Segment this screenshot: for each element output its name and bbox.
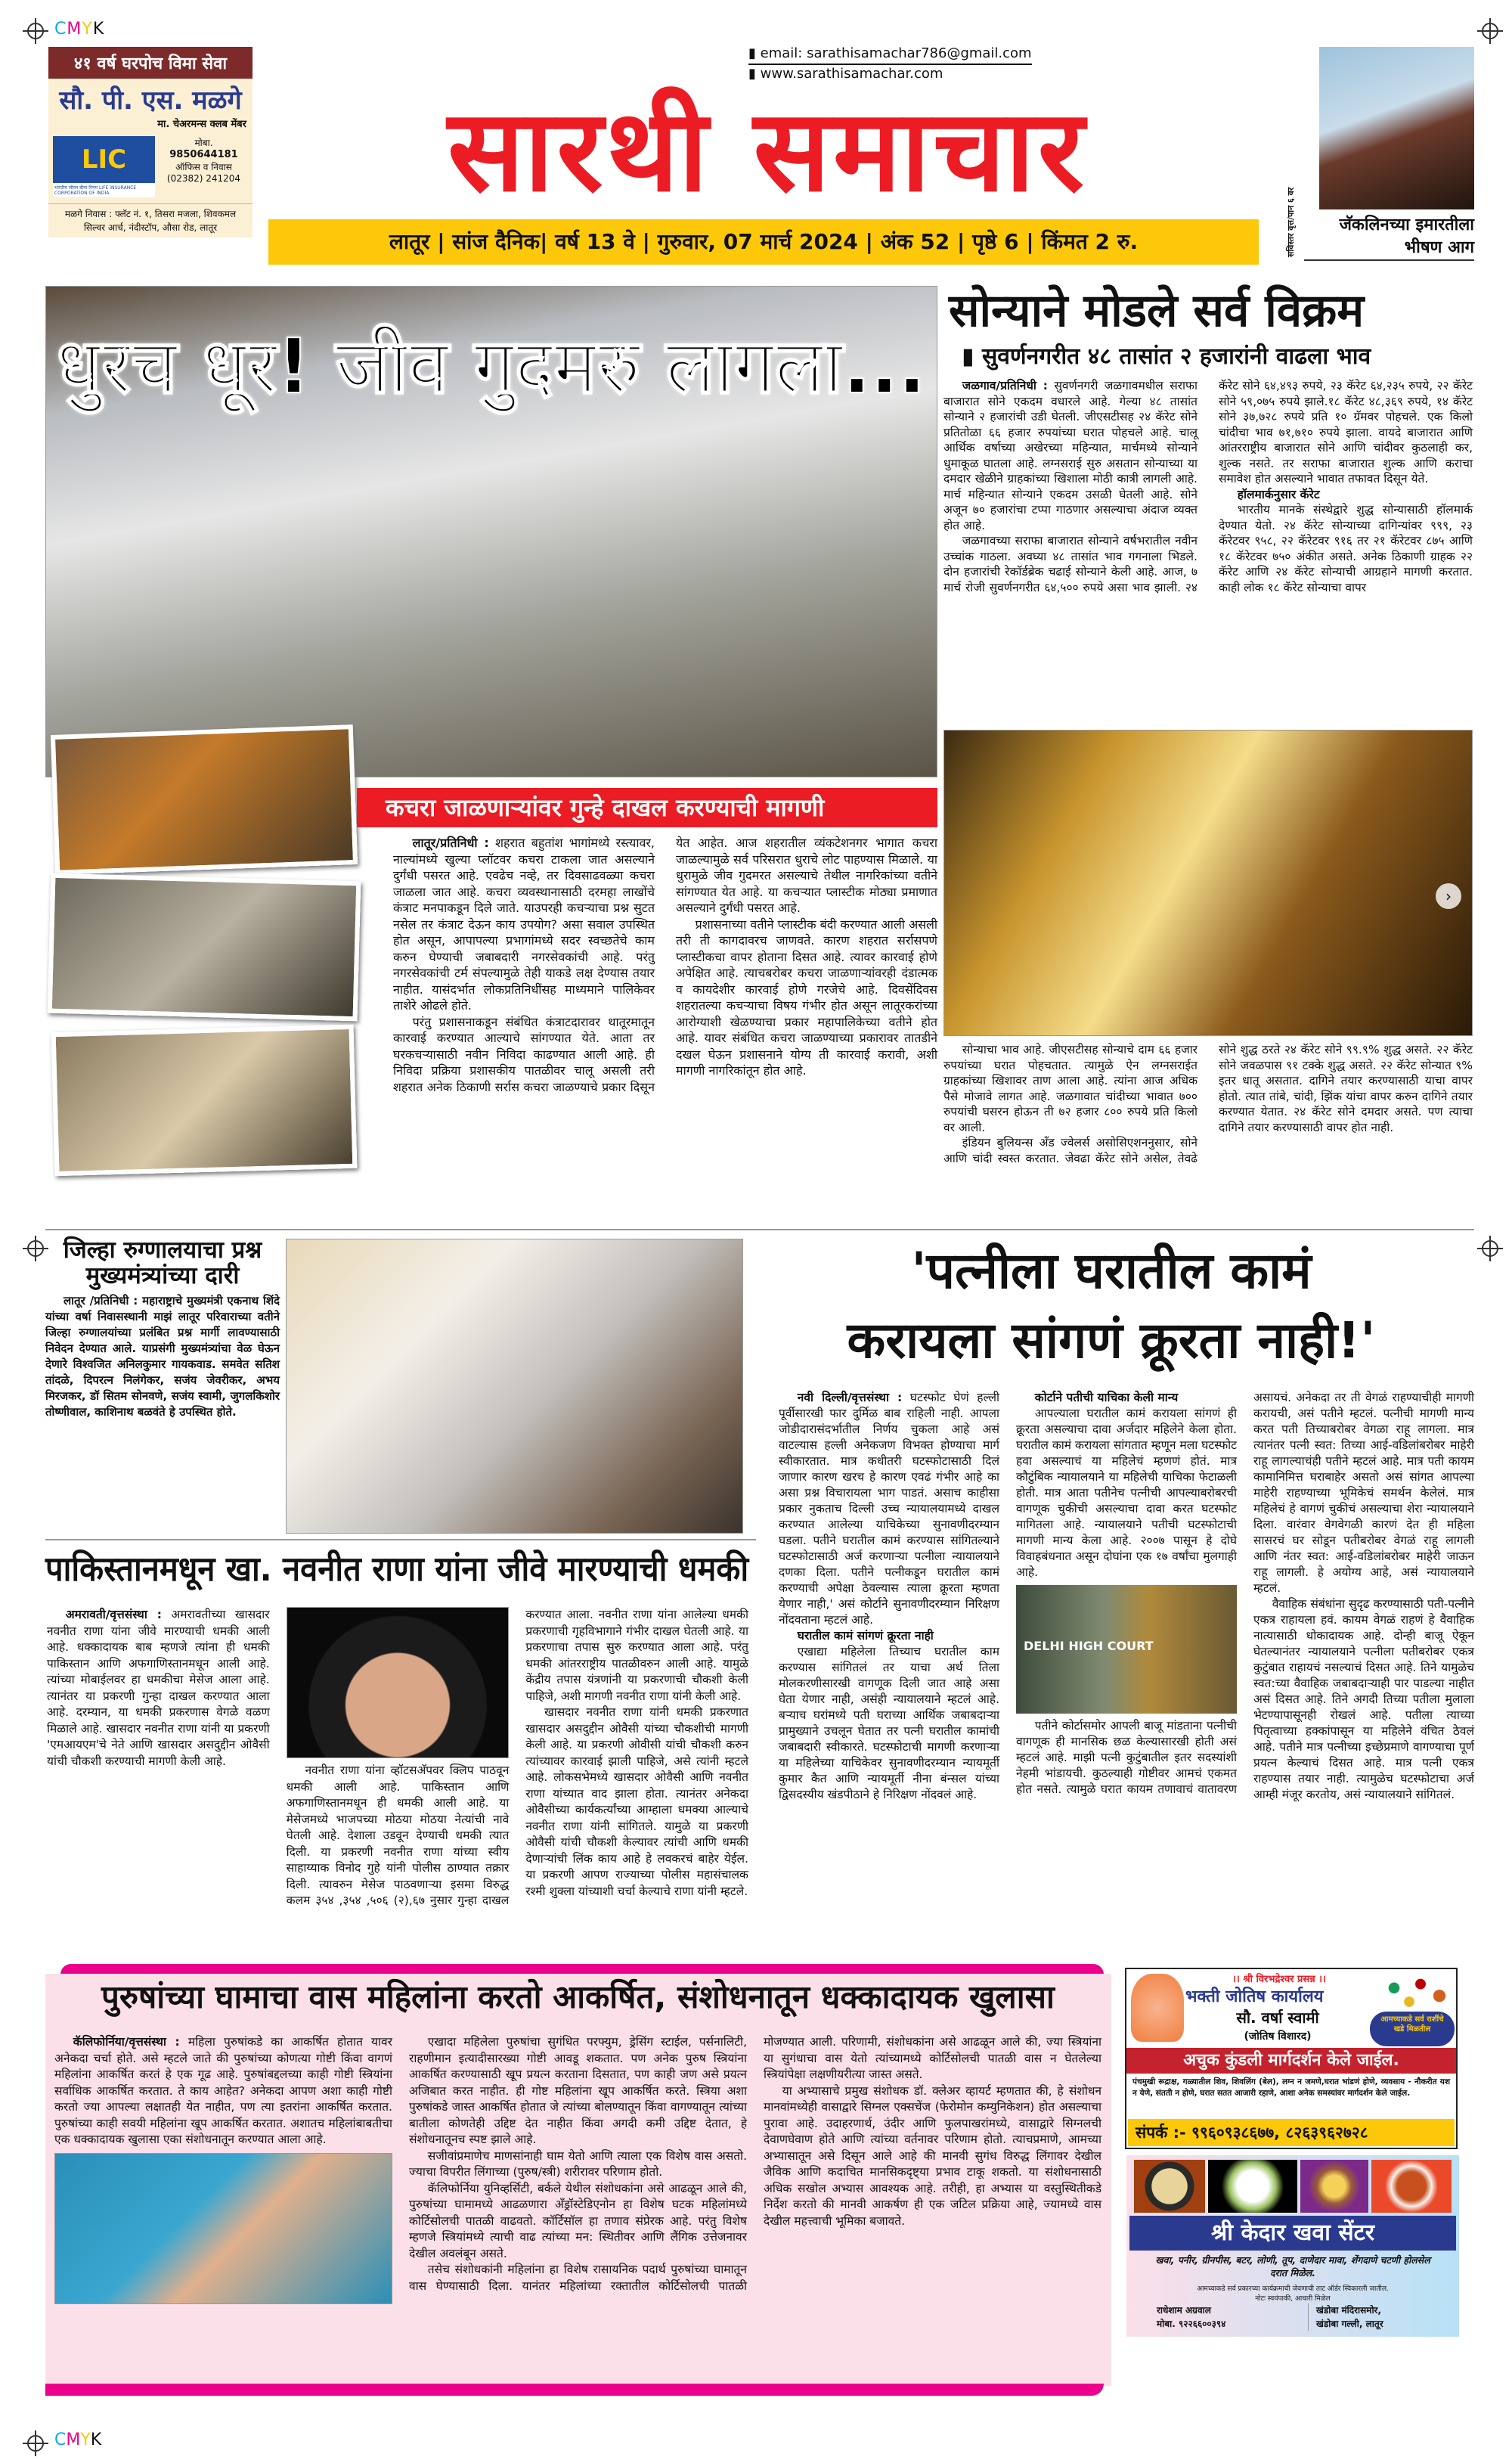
group-photo-chief-minister xyxy=(286,1239,743,1534)
side-label: सविस्तर वृत्त/पान ६ वर xyxy=(1286,187,1296,257)
registration-mark xyxy=(27,1240,44,1257)
hospital-body: लातूर /प्रतिनिधी : महाराष्ट्राचे मुख्यमंत्री एकनाथ शिंदे यांच्या वर्षा निवासस्थानी माझं लातूर परिवाराच्या वतीने जिल्हा रुग्णालयांच्या प्रलंबित प्रश्न मार्गी लावण्यासाठी निवेदन देण्यात आले. याप्रसंगी मुख्यमंत्र्यांचा वेळ घेऊन देणारे विश्वजित अनिलकुमार गायकवाड. समवेत सतिश तांदळे, दिपरत्न निलंगेकर, सजंय जेवरीकर, अभय मिरजकर, डॉ सितम सोनवणे, सजंय स्वामी, जुगलकिशोर तोष्णीवाल, काशिनाथ बळवंते हे उपस्थित होते. xyxy=(45,1294,280,1419)
khava-note2-wrap xyxy=(1134,2292,1452,2301)
paneer-image xyxy=(1208,2160,1297,2213)
lead-subhead-bar xyxy=(357,788,937,827)
cmyk-mark: CMYK xyxy=(54,20,105,39)
delhi-high-court-photo: DELHI HIGH COURT xyxy=(1016,1585,1237,1714)
gold-headline: सोन्याने मोडले सर्व विक्रम xyxy=(949,284,1365,337)
lead-headline-wrap xyxy=(57,322,926,423)
khava-image xyxy=(1134,2160,1205,2213)
sweat-headline-wrap xyxy=(54,1980,1101,2025)
ghee-image xyxy=(1300,2160,1368,2213)
gold-subhead-wrap xyxy=(962,344,1473,373)
astro-tagline-bar xyxy=(1126,2048,1456,2074)
gold-body: जळगाव/प्रतिनिधी : सुवर्णनगरी जळगावमधील सराफा बाजारात सोने एकदम वधारले आहे. गेल्या ४८ तासांत सोन्याने २ हजारांची उडी घेतली. जीएसटीसह २४ कॅरेट सोने प्रतितोळा ६६ हजार रुपयांच्या घरात पोहचले आहे. चालू आर्थिक वर्षाच्या अखेरच्या महिन्यात, मार्चमध्ये सोन्याने धुमाकूळ घातला आहे. लग्नसराई सुरु असतान सोन्याच्या या दमदार खेळीने ग्राहकांच्या खिशाला मोठी कात्री लागली आहे. मार्च महिन्यात सोन्याने एकदम उसळी घेतली आहे. सोने अजून ७० हजारांचा टप्पा गाठणार असल्याचा अंदाज व्यक्त होत आहे. जळगावच्या सराफा बाजारात सोन्याने वर्षभरातील नवीन उच्चांक गाठला. अवघ्या ४८ तासांत भाव गगनाला भिडले. दोन हजारांची रेकॉर्डब्रेक चढाई सोन्याने केली आहे. आज, ७ मार्च रोजी सुवर्णनगरीत ६४,५०० रुपये असा भाव झाली. २४ कॅरेट सोने ६४,४९३ रुपये, २३ कॅरेट ६४,२३५ रुपये, २२ कॅरेट सोने ५९,०७५ रुपये झाले.१८ कॅरेट ४८,३६९ रुपये, १४ कॅरेट सोने ३७,७२८ रुपये प्रति १० ग्रॅमवर पोहचले. एक किलो चांदीचा भाव ७१,७१० रुपये झाला. वायदे बाजारात आणि आंतरराष्ट्रीय बाजारात सोने आणि चांदीवर कुठलाही कर, शुल्क नसते. तर सराफा बाजारात शुल्क आणि कराचा समावेश होत असल्याने भावात तफावत दिसून येते. हॉलमार्कनुसार कॅरेट भारतीय मानके संस्थेद्वारे शुद्ध सोन्यासाठी हॉलमार्क देण्यात येतो. २४ कॅरेट सोन्याच्या दागिन्यांवर ९९९, २३ कॅरेटवर ९५८, २२ कॅरेटवर ९१६ तर २१ कॅरेटवर ८७५ आणि १८ कॅरेटवर ७५० अंकीत असते. अनेक ठिकाणी ग्राहक २२ कॅरेट आणि २४ कॅरेट सोन्याची आग्रहाने मागणी करतात. काही लोक १८ कॅरेट सोन्याचा वापर xyxy=(943,379,1473,594)
khava-center-ad xyxy=(1126,2155,1459,2337)
astro-details: पंचमुखी रूद्राक्ष, गळ्यातील शिव, शिवलिंग (बेल), लग्न न जमणे,घरात भांडणं होणे, व्यवसाय - नौकरीत यश न येणे, संतती न होणे, घरात सतत आजारी रहाणे, आशा अनेक समस्यांवर मार्गदर्शन केले जाईल. xyxy=(1132,2077,1450,2098)
khava-owner: राधेशाम अग्रवाल मोबा. ९२२६६००३९४ xyxy=(1157,2305,1226,2329)
divider xyxy=(45,1539,756,1540)
chutney-image xyxy=(1371,2160,1452,2213)
astrology-ad xyxy=(1125,1968,1458,2149)
astro-office: भक्ती जोतिष कार्यालय xyxy=(1185,1987,1324,2006)
registration-mark xyxy=(27,2435,44,2452)
newspaper-title-wrap xyxy=(299,87,1236,216)
lead-subhead: कचरा जाळणाऱ्यांवर गुन्हे दाखल करण्याची मागणी xyxy=(386,793,825,822)
sweat-body: कॅलिफोर्निया/वृत्तसंस्था : महिला पुरुषांकडे का आकर्षित होतात यावर अनेकदा चर्चा होते. असे म्हटले जाते की पुरुषांच्या कोणत्या गोष्टी किंवा वागणं महिलांना आकर्षित करतं हे एक गूढ आहे. पुरुषांबद्दलच्या काही गोष्टी स्त्रियांना सर्वाधिक आकर्षित करतात. ते काय आहेत? अनेकदा आपण अशा काही गोष्टी करतो ज्या आपल्या लक्षातही येत नाहीत, पण त्या इतरांना आकर्षित करतात. पुरुषांच्या काही सवयी महिलांना खूप आकर्षित करतात. अशातच महिलांबाबतीचा एक धक्कादायक खुलासा एका संशोधनातून करण्यात आला आहे. एखादा महिलेला पुरुषांचा सुगंधित परफ्युम, ड्रेसिंग स्टाईल, पर्सनालिटी, राहणीमान इत्यादीसारख्या गोष्टी आवडू शकतात. पण अनेक पुरुष स्त्रियांना आकर्षित करण्यासाठी खूप प्रयत्न करताना दिसतात, पण काही जण असे प्रयत्न अजिबात करत नाहीत. ही गोष्ट महिलांना खूप आकर्षित करते. स्त्रिया अशा पुरुषांकडे जास्त आकर्षित होतात जे त्यांच्या बोलण्यातून किंवा वागण्यातून त्यांच्या बातीला कोणतेही उद्दिष्ट देत नाहीत किंवा अगदी कमी उद्दिष्ट देतात, हे संशोधनातूनच स्पष्ट झाले आहे. सजीवांप्रमाणेच माणसांनाही घाम येतो आणि त्याला एक विशेष वास असतो. ज्याचा विपरीत लिंगाच्या (पुरुष/स्त्री) शरीरावर परिणाम होतो. कॅलिफोर्निया युनिव्हर्सिटी, बर्कले येथील संशोधकांना असे आढळून आले की, पुरुषांच्या घामामध्ये आढळणारा अँड्रॉस्टेडिएनोन हा विशेष घटक महिलांमध्ये कोर्टिसोलची पातळी वाढवतो. कॉर्टिसॉल हा तणाव संप्रेरक आहे. परंतु विशेष म्हणजे स्त्रियांमध्ये त्याची वाढ त्यांच्या मन: स्थितीवर आणि लैंगिक उत्तेजनावर देखील अवलंबून असते. तसेच संशोधकांनी महिलांना हा विशेष रासायनिक पदार्थ पुरुषांच्या घामातून वास घेण्यासाठी दिला. यानंतर महिलांच्या रक्तातील कोर्टिसोलची पातळी मोजण्यात आली. परिणामी, संशोधकांना असे आढळून आले की, ज्या स्त्रियांना या सुगंधाचा वास येतो त्यांच्यामध्ये कोर्टिसोलची पातळी वास न घेतलेल्या स्त्रियांपेक्षा लक्षणीयरीत्या जास्त असते. या अभ्यासाचे प्रमुख संशोधक डॉ. क्लेअर व्हायर्ट म्हणतात की, हे संशोधन मानवांमध्येही वासाद्वारे सिग्नल एक्सचेंज (फेरोमोन कम्युनिकेशन) होत असल्याचा पुरावा आहे. उदाहरणार्थ, उंदीर आणि फुलपाखरांमध्ये, वासाद्वारे सिग्नलची देवाणघेवाण होते आणि त्यांच्या वर्तनावर परिणाम होतो. त्याचप्रमाणे, आमच्या अभ्यासातून असे दिसून आले आहे की मानवी सुगंध विरुद्ध लिंगावर देखील जैविक आणि कदाचित मानसिकदृष्ट्या प्रभाव टाकू शकतो. या संशोधनासाठी अधिक सखोल अभ्यास आवश्यक आहे. तरीही, हा अभ्यास या वस्तुस्थितीकडे निर्देश करतो की मानवी आकर्षण ही एक जटिल प्रक्रिया आहे, ज्यामध्ये वास देखील महत्त्वाची भूमिका बजावते. xyxy=(54,2034,1101,2304)
khava-products: खवा, पनीर, ग्रीनपीस, बटर, लोणी, तूप, दाणेदार मावा, शेंगदाणे चटणी होलसेल दरात मिळेल. xyxy=(1155,2254,1430,2279)
inset-photo-2 xyxy=(48,873,361,1022)
astro-contact: संपर्क :- ९९६०९३८६७७, ८२६३९६२७२८ xyxy=(1136,2123,1368,2142)
rana-headline-wrap xyxy=(45,1550,748,1596)
ad-banner: ४१ वर्ष घरपोच विमा सेवा xyxy=(48,47,253,79)
astro-name: सौ. वर्षा स्वामी xyxy=(1236,2009,1319,2027)
mobile-label: मोबा. xyxy=(194,138,213,148)
wife-body: नवी दिल्ली/वृत्तसंस्था : घटस्फोट घेणं हल्ली पूर्वीसारखी फार दुर्मिळ बाब राहिली नाही. आपला जोडीदारासंदर्भातील निर्णय चुकला आहे असं वाटल्यास हल्ली अनेकजण विभक्त होण्याचा मार्ग स्वीकारतात. मात्र कधीतरी घटस्फोटासाठी दिलं जाणार कारण खरच हे कारण एवढं गंभीर आहे का असा प्रश्न विचारायला भाग पाडतं. असाच काहीसा प्रकार नुकताच दिल्ली उच्च न्यायालयामध्ये दाखल करण्यात आलेल्या याचिकेच्या सुनावणीदरम्यान घडला. पतीने घरातील कामं करण्यास सांगितल्याने घटस्फोटासाठी अर्ज करणाऱ्या पत्नीला न्यायालयाने दणका दिला. पतीने पत्नीकडून घरातील कामं करण्याची अपेक्षा ठेवल्यास त्याला क्रूरता म्हणता येणार नाही,' असं कोर्टाने सुनावणीदरम्यान निरिक्षण नोंदवताना म्हटलं आहे. घरातील कामं सांगणं क्रूरता नाही एखाद्या महिलेला तिच्याच घरातील काम करण्यास सांगितलं तर याचा अर्थ तिला मोलकरणीसारखी वागणूक दिली जात आहे असा घेता येणार नाही, असंही न्यायालयाने म्हटलं आहे. बऱ्याच घरांमध्ये पती घराच्या आर्थिक जबाबदाऱ्या प्रामुख्याने उचलून घेतात तर पत्नी घरातील कामांची जबाबदारी स्वीकारते. घटस्फोटाची मागणी करणाऱ्या या महिलेच्या याचिकेवर सुनावणीदरम्यान न्यायमूर्ती कुमार कैत आणि न्यायमूर्ती नीना बंन्सल यांच्या द्विसदस्यीय खंडपीठाने हे निरिक्षण नोंदवलं आहे. कोर्टाने पतीची याचिका केली मान्य आपल्याला घरातील कामं करायला सांगणं ही क्रूरता असल्याचा दावा अर्जदार महिलेने केला होता. घरातील कामं करायला सांगतात म्हणून मला घटस्फोट हवा असल्याचं या महिलेचं म्हणणं होतं. मात्र कौटुंबिक न्यायालयाने या महिलेची याचिका फेटाळली होती. मात्र आता पतीनेच पत्नीची आपल्याबरोबरची वागणूक चुकीची असल्याचा दावा करत घटस्फोट मागितला आहे. न्यायालयाने पतीची घटस्फोटाची मागणी मान्य केला आहे. २००७ पासून हे दोघे विवाहबंधनात असून दोघांना एक १७ वर्षांचा मुलगाही आहे. DELHI HIGH COURT पतीने कोर्टासमोर आपली बाजू मांडताना पत्नीची वागणूक ही मानसिक छळ केल्यासारखी होती असं म्हटलं आहे. माझी पत्नी कुटुंबातील इतर सदस्यांशी नेहमी भांडायची. कुठल्याही गोष्टीवर आमचं एकमत होत नसते. त्यामुळे घरात कायम तणावाचं वातावरण असायचं. अनेकदा तर ती वेगळं राहण्याचीही मागणी करायची, असं पतीने म्हटलं. पत्नीची मागणी मान्य करत पती तिच्याबरोबर वेगळा राहू लागला. मात्र त्यानंतर पत्नी स्वत: तिच्या आई-वडिलांबरोबर माहेरी राहू लागल्याचंही पतीने म्हटलं आहे. मात्र पती कायम कामानिमित्त घराबाहेर असतो असं सांगत आपल्या माहेरी राहण्याच्या भूमिकेचं समर्थन केलेलं. मात्र महिलेचं हे वागणं चुकीचं असल्याचा शेरा न्यायालयाने दिला. वारंवार वेगवेगळी कारणं देत ही महिला सासरचं घर सोडून पतीबरोबर वेगळं राहू लागली आणि नंतर स्वत: आई-वडिलांबरोबर माहेरी जाऊन राहू लागली. हे अयोग्य आहे, असं न्यायालयाने म्हटलं. वैवाहिक संबंधांना सुदृढ करण्यासाठी पती-पत्नीने एकत्र राहायला हवं. कायम वेगळं राहणं हे वैवाहिक नात्यासाठी धोकादायक आहे. दोन्ही बाजू ऐकून घेतल्यानंतर न्यायालयाने पत्नीला पतीबरोबर एकत्र कुटुंबात राहायचं नसल्याचं दिसत आहे. तिने यामुळेच स्वत:च्या वैवाहिक जबाबदाऱ्याही पार पाडल्या नाहीत असं दिसत आहे. तिने अगदी तिच्या पतीला मुलाला भेटण्यापासूनही रोखलं आहे. पतीला त्याच्या पितृत्वाच्या हक्कांपासून या महिलेने वंचित ठेवलं आहे. पतीने मात्र पत्नीच्या इच्छेप्रमाणे वागण्याचा पूर्ण प्रयत्न केल्याचं दिसत आहे. मात्र पत्नी एकत्र राहण्यास तयार नाही. त्यामुळेच घटस्फोटाचा अर्ज आम्ही मंजूर करतोय, असं न्यायालयाने सांगितलं. xyxy=(779,1391,1474,1801)
astro-contact-bar xyxy=(1128,2119,1455,2146)
cmyk-mark: CMYK xyxy=(54,2431,102,2449)
wife-headline-line2 xyxy=(756,1306,1467,1376)
rana-headline: पाकिस्तानमधून खा. नवनीत राणा यांना जीवे मारण्याची धमकी xyxy=(45,1549,749,1589)
astro-office-wrap xyxy=(1185,1984,1370,2007)
section-divider xyxy=(45,1229,1474,1230)
hospital-article xyxy=(45,1237,280,1420)
teaser-headline: जॅकलिनच्या इमारतीला भीषण आग xyxy=(1304,214,1474,261)
dateline-bar xyxy=(268,219,1259,265)
astro-name-wrap xyxy=(1194,2007,1361,2027)
astro-degree-wrap xyxy=(1194,2028,1361,2045)
gemstones-badge: आमच्याकडे सर्व राशींचे खडे मिळतील xyxy=(1380,2015,1444,2033)
gold-headline-wrap xyxy=(949,286,1474,339)
lic-agent-ad xyxy=(48,47,253,237)
deodorant-photo xyxy=(54,2153,392,2304)
chevron-right-icon: › xyxy=(1436,883,1461,909)
navneet-rana-photo xyxy=(287,1607,510,1758)
khava-note-wrap xyxy=(1134,2282,1452,2291)
newspaper-title: सारथी समाचार xyxy=(448,85,1087,217)
rana-body: अमरावती/वृत्तसंस्था : अमरावतीच्या खासदार नवनीत राणा यांना जीवे मारण्याची धमकी आली आहे. धक्कादायक बाब म्हणजे त्यांना ही धमकी पाकिस्तान आणि अफगाणिस्तानमधून आली आहे. त्यांच्या मोबाईलवर हा धमकीचा मेसेज आला आहे. त्यानंतर या प्रकरणी गुन्हा दाखल करण्यात आला आहे. दरम्यान, या धमकी प्रकरणास वेगळे वळण मिळाले आहे. खासदार नवनीत राणा यांनी या प्रकरणी 'एमआयएम'चे नेते आणि खासदार असदुद्दीन ओवैसी यांची चौकशी करण्याची मागणी केली आहे. नवनीत राणा यांना व्हॉटसअ‍ॅपवर क्लिप पाठवून धमकी आली आहे. पाकिस्तान आणि अफगाणिस्तानमधून ही धमकी आली आहे. या मेसेजमध्ये भाजपच्या मोठया मोठया नेत्यांची नावे घेतली आहे. देशाला उडवून देण्याची धमकी त्यात दिली. या प्रकरणी नवनीत राणा यांच्या स्वीय साहाय्याक विनोद गुहे यांनी पोलीस ठाण्यात तक्रार दिली. त्यावरुन मेसेज पाठवणाऱ्या इसमा विरुद्ध कलम ३५४ ,३५४ ,५०६ (२),६७ नुसार गुन्हा दाखल करण्यात आला. नवनीत राणा यांना आलेल्या धमकी प्रकरणाची गृहविभागाने गंभीर दाखल घेतली आहे. या प्रकरणाचा तपास सुरु करण्यात आला आहे. परंतु धमकी आंतरराष्ट्रीय पातळीवरुन आली आहे. यामुळे केंद्रीय तपास यंत्रणांनी या प्रकरणाची चौकशी केली पाहिजे, अशी मागणी नवनीत राणा यांनी केली आहे. खासदार नवनीत राणा यांनी धमकी प्रकरणात खासदार असदुद्दीन ओवैसी यांच्या चौकशीची मागणी केली आहे. या प्रकरणी ओवीसी यांची चौकशी करुन त्यांच्यावर कारवाई झाली पाहिजे, असे त्यांनी म्हटले आहे. लोकसभेमध्ये खासदार ओवैसी आणि नवनीत राणा यांच्यात वाद झाला होता. त्यानंतर अनेकदा ओवैसीच्या कार्यकर्त्यांच्या आम्हाला धमक्या आल्याचे नवनीत राणा यांनी सांगितले. यामुळे या प्रकरणी ओवैसी यांची चौकशी केल्यावर त्यांची आणि धमकी देणाऱ्यांची लिंक काय आहे हे लवकरचं बाहेर येईल. या प्रकरणी आपण राज्याच्या पोलीस महासंचालक रश्मी शुक्ला यांच्याशी चर्चा केल्याचे राणा यांनी म्हटले. xyxy=(47,1608,748,1907)
gold-subhead: ▮ सुवर्णनगरीत ४८ तासांत २ हजारांनी वाढला भाव xyxy=(962,343,1371,370)
hospital-headline: जिल्हा रुग्णालयाचा प्रश्न मुख्यमंत्र्यांच्या दारी xyxy=(63,1236,262,1290)
pink-band-top xyxy=(60,1964,1104,1975)
khava-note: आमच्याकडे सर्व प्रकारच्या कार्यक्रमाची जेवणाची ताट ऑर्डर स्विकारली जातील. xyxy=(1197,2285,1389,2293)
lead-body: लातूर/प्रतिनिधी : शहरात बहुतांश भागांमध्ये रस्त्यावर, नाल्यांमध्ये खुल्या प्लॉटवर कचरा टाकला जात असल्याने दुर्गंधी पसरत आहे. एवढेच नव्हे, तर दिवसाढवळ्या कचरा जाळला जात आहे. कचरा व्यवस्थानासाठी दरमहा लाखोंचे कंत्राट मनपाकडून दिले जाते. याउपरही कचऱ्याचा प्रश्न सुटत नसेल तर कंत्राट देऊन काय उपयोग? असा सवाल उपस्थित होत असून, आपापल्या प्रभागांमध्ये सदर स्वच्छतेचे काम करुन घेण्याची जबाबदारी नगरसेवकांची आहे. परंतु नगरसेवकांची टर्म संपल्यामुळे तेही याकडे लक्ष देण्यास तयार नाहीत. यासंदर्भात लोकप्रतिनिधींसह माध्यमाने पालिकेवर ताशेरे ओढले होते. परंतु प्रशासनाकडून संबंधित कंत्राटदारावर थातूरमातून कारवाई करण्यात आल्याचे सांगण्यात येते. आता तर घरकचऱ्यासाठी नवीन निविदा काढण्यात आली आहे. ही निविदा प्रक्रिया प्रशासकीय पातळीवर चालू असली तरी शहरात अनेक ठिकाणी सर्रास कचरा जाळण्याचे प्रकार दिसून येत आहेत. आज शहरातील व्यंकटेशनगर भागात कचरा जाळल्यामुळे सर्व परिसरात धुराचे लोट पाहण्यास मिळाले. या धुरामुळे जीव गुदमरत असल्याचे तेथील नागरिकांच्या वतीने सांगण्यात येत आहे. या कचऱ्यात प्लास्टीक मोठ्या प्रमाणात असल्याने दुर्गंधी पसरत आहे. प्रशासनाच्या वतीने प्लास्टीक बंदी करण्यात आली असली तरी ती कागदावरच जाणवते. कारण शहरात सर्रासपणे प्लास्टीकचा वापर होताना दिसत आहे. त्यावर कारवाई होणे अपेक्षित आहे. त्याचबरोबर कचरा जाळणाऱ्यांवरही दंडात्मक व कायदेशीर कारवाई होणे गरजेचे आहे. दिवसेंदिवस शहरातल्या कचऱ्याचा विषय गंभीर होत असून लातूरकरांच्या आरोग्याशी खेळण्याचा प्रकार महापालिकेच्या वतीने होत आहे. यावर संबंधित कचरा जाळण्याच्या प्रकारावर तातडीने दखल घेऊन प्रशासनाने योग्य ती कारवाई करावी, अशी मागणी नागरिकांतून होत आहे. xyxy=(393,836,937,1094)
astro-blessing: ।। श्री विरभद्रेश्वर प्रसन्न ।। xyxy=(1232,1974,1326,1985)
office-label: ऑफिस व निवास xyxy=(175,162,232,172)
lead-headline: धुरच धूर! जीव गुदमरु लागला... xyxy=(57,322,926,411)
website: ▮ www.sarathisamachar.com xyxy=(748,66,943,82)
khava-title: श्री केदार खवा सेंटर xyxy=(1210,2220,1374,2246)
gemstones-badge-wrap xyxy=(1370,2012,1455,2046)
gemstones-image xyxy=(1379,1972,1455,2012)
actress-photo xyxy=(1319,47,1474,209)
office-phone: (02382) 241204 xyxy=(166,173,241,184)
astro-degree: (जोतिष विशारद) xyxy=(1244,2030,1312,2043)
lic-logo: LIC xyxy=(53,136,155,183)
agent-title: मा. चेअरमन्स क्लब मेंबर xyxy=(157,119,246,130)
registration-mark xyxy=(1482,1240,1498,1257)
astro-tagline: अचुक कुंडली मार्गदर्शन केले जाईल. xyxy=(1183,2051,1399,2070)
dateline-text: लातूर | सांज दैनिक| वर्ष 13 वे | गुरुवार, 07 मार्च 2024 | अंक 52 | पृष्ठे 6 | किंमत 2 रु. xyxy=(389,229,1139,254)
khava-title-bar xyxy=(1129,2216,1456,2251)
wife-headline-line1 xyxy=(756,1236,1467,1306)
pink-band-bottom xyxy=(45,2384,1104,2396)
gold-body-continued: सोन्याचा भाव आहे. जीएसटीसह सोन्याचे दाम ६६ हजार रुपयांच्या घरात पोहचतात. त्यामुळे ऐन लग्नसराईत ग्राहकांच्या खिशावर ताण आला आहे. त्यांना आज अधिक पैसे मोजावे लागत आहे. जळगावात चांदीच्या भावात ७०० रुपयांची घसरन होऊन ती ७२ हजार ८०० रुपये प्रति किलो वर आली. इंडियन बुलियन्स अँड ज्वेलर्स असोसिएशननुसार, सोने आणि चांदी स्वस्त करतात. जेवढा कॅरेट सोने असेल, तेवढे सोने शुद्ध ठरते २४ कॅरेट सोने ९९.९% शुद्ध असते. २२ कॅरेट सोने जवळपास ९१ टक्के शुद्ध असते. २२ कॅरेट सोन्यात ९% इतर धातू असतात. दागिने तयार करण्यासाठी याचा वापर होतो. त्यात तांबे, चांदी, झिंक यांचा वापर करुन दागिने तयार करण्यात येतात. २४ कॅरेट सोने दमदार असते. पण त्याचा दागिने तयार करण्यासाठी वापर होत नाही. xyxy=(943,1043,1473,1165)
agent-address: मळगे निवास : फ्लॅट नं. १, तिसरा मजला, शिवकमल सिल्वर आर्च, नंदीस्टॉप, औसा रोड, लातूर xyxy=(48,203,253,237)
registration-mark xyxy=(1482,23,1498,39)
wife-headline-2: करायला सांगणं क्रूरता नाही!' xyxy=(847,1311,1376,1370)
sweat-headline: पुरुषांच्या घामाचा वास महिलांना करतो आकर्षित, संशोधनातून धक्कादायक खुलासा xyxy=(101,1978,1055,2015)
inset-photo-3 xyxy=(51,1025,358,1176)
lic-subtitle: भारतीय जीवन बीमा निगम LIFE INSURANCE CORPORATION OF INDIA xyxy=(54,185,137,196)
mobile-number: 9850644181 xyxy=(169,149,238,160)
wife-headline-1: 'पत्नीला घरातील कामं xyxy=(911,1242,1312,1300)
registration-mark xyxy=(27,23,44,39)
jewellery-shop-photo xyxy=(943,730,1473,1036)
khava-address: खंडोबा मंदिरासमोर, खंडोबा गल्ली, लातूर xyxy=(1308,2303,1452,2331)
khava-note2: नोटः स्वयंपाकी, आचारी मिळेल xyxy=(1255,2295,1331,2303)
agent-name: सौ. पी. एस. मळगे xyxy=(59,85,242,116)
inset-photo-1 xyxy=(51,724,358,875)
email: ▮ email: sarathisamachar786@gmail.com xyxy=(748,45,1032,65)
ganesha-image xyxy=(1131,1974,1184,2042)
astro-blessing-wrap xyxy=(1188,1971,1370,1984)
